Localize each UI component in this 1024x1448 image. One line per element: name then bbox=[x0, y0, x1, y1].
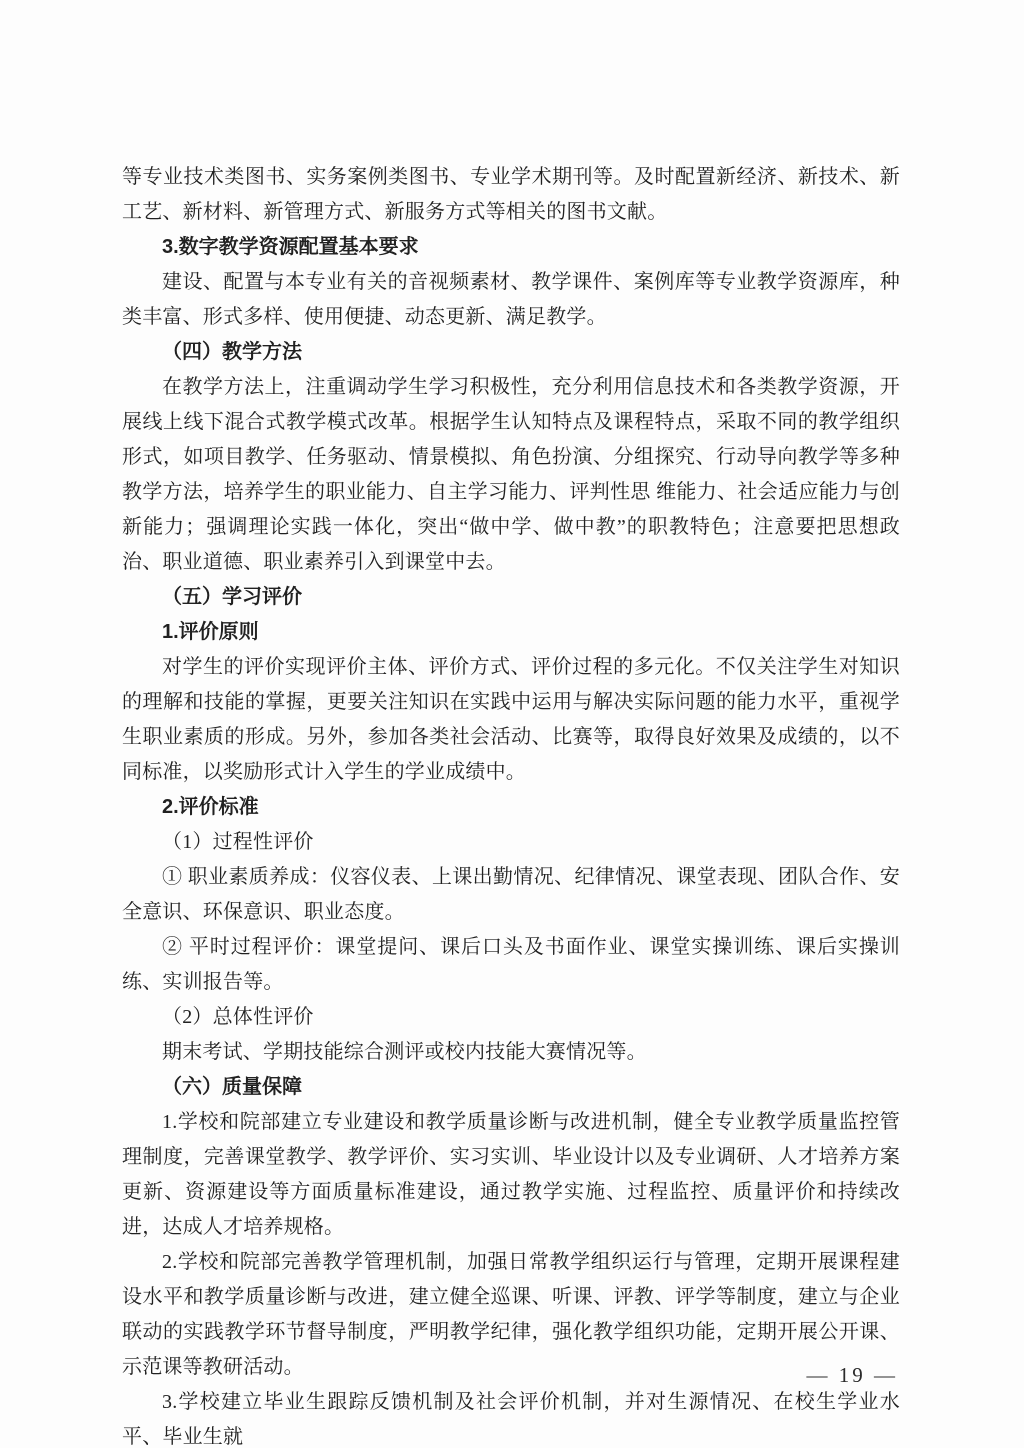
section-heading: 3.数字教学资源配置基本要求 bbox=[162, 236, 419, 258]
document-body bbox=[122, 160, 900, 1448]
paragraph: ② 平时过程评价：课堂提问、课后口头及书面作业、课堂实操训练、课后实操训练、实训报告等。 bbox=[122, 936, 900, 993]
section-heading: （四）教学方法 bbox=[162, 341, 302, 363]
section-heading: 1.评价原则 bbox=[162, 621, 259, 643]
paragraph: 2.学校和院部完善教学管理机制，加强日常教学组织运行与管理，定期开展课程建设水平和教学质量诊断与改进，建立健全巡课、听课、评教、评学等制度，建立与企业联动的实践教学环节督导制度，严明教学纪律，强化教学组织功能，定期开展公开课、示范课等教研活动。 bbox=[122, 1251, 900, 1378]
paragraph: 对学生的评价实现评价主体、评价方式、评价过程的多元化。不仅关注学生对知识的理解和技能的掌握，更要关注知识在实践中运用与解决实际问题的能力水平，重视学生职业素质的形成。另外，参加各类社会活动、比赛等，取得良好效果及成绩的，以不同标准，以奖励形式计入学生的学业成绩中。 bbox=[122, 656, 900, 783]
paragraph: 1.学校和院部建立专业建设和教学质量诊断与改进机制，健全专业教学质量监控管理制度，完善课堂教学、教学评价、实习实训、毕业设计以及专业调研、人才培养方案更新、资源建设等方面质量标准建设，通过教学实施、过程监控、质量评价和持续改进，达成人才培养规格。 bbox=[122, 1111, 900, 1238]
page-number: — 19 — bbox=[806, 1363, 898, 1387]
section-heading: （五）学习评价 bbox=[162, 586, 302, 608]
paragraph: 在教学方法上，注重调动学生学习积极性，充分利用信息技术和各类教学资源，开展线上线下混合式教学模式改革。根据学生认知特点及课程特点，采取不同的教学组织形式，如项目教学、任务驱动、情景模拟、角色扮演、分组探究、行动导向教学等多种教学方法，培养学生的职业能力、自主学习能力、评判性思 维能力、社会适应能力与创新能力；强调理论实践一体化，突出“做中学、做中教”的职教特色；注意要把思想政治、职业道德、职业素养引入到课堂中去。 bbox=[122, 376, 900, 573]
paragraph: ① 职业素质养成：仪容仪表、上课出勤情况、纪律情况、课堂表现、团队合作、安全意识、环保意识、职业态度。 bbox=[122, 866, 900, 923]
paragraph: 3.学校建立毕业生跟踪反馈机制及社会评价机制，并对生源情况、在校生学业水平、毕业生就 bbox=[122, 1391, 900, 1448]
paragraph: （2）总体性评价 bbox=[162, 1006, 314, 1028]
section-heading: （六）质量保障 bbox=[162, 1076, 302, 1098]
paragraph: 期末考试、学期技能综合测评或校内技能大赛情况等。 bbox=[162, 1041, 647, 1063]
paragraph: 建设、配置与本专业有关的音视频素材、教学课件、案例库等专业教学资源库，种类丰富、形式多样、使用便捷、动态更新、满足教学。 bbox=[122, 271, 900, 328]
paragraph: 等专业技术类图书、实务案例类图书、专业学术期刊等。及时配置新经济、新技术、新工艺、新材料、新管理方式、新服务方式等相关的图书文献。 bbox=[122, 166, 900, 223]
paragraph: （1）过程性评价 bbox=[162, 831, 314, 853]
section-heading: 2.评价标准 bbox=[162, 796, 259, 818]
